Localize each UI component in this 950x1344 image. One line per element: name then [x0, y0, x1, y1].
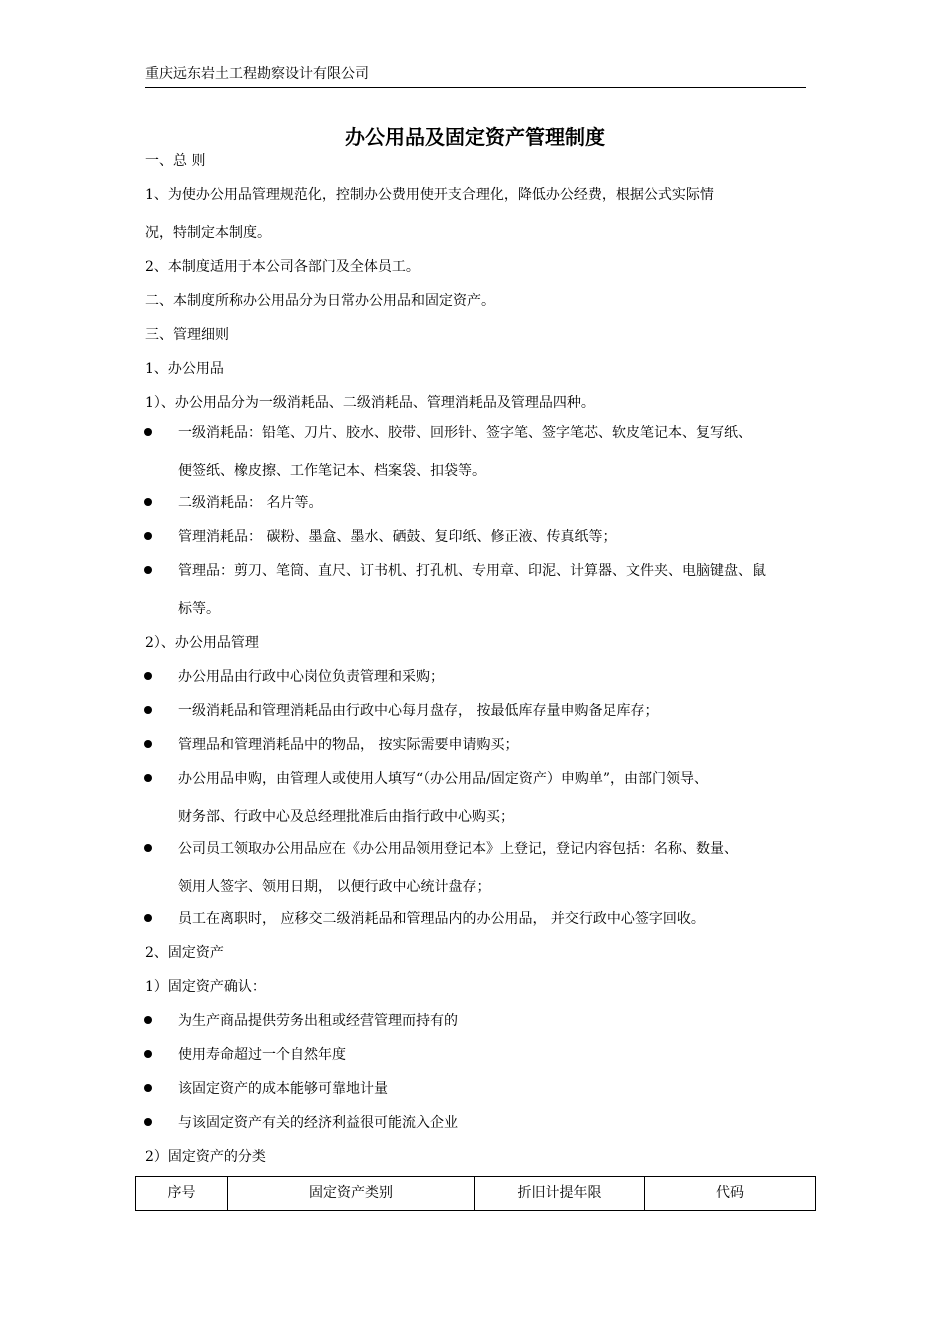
- bullet-icon: [144, 672, 152, 680]
- section-general: 一、总 则: [145, 153, 206, 169]
- column-header-category: 固定资产类别: [228, 1177, 475, 1211]
- bullet-icon: [144, 428, 152, 436]
- section-scope: 二、本制度所称办公用品分为日常办公用品和固定资产。: [145, 293, 495, 309]
- list-item: 使用寿命超过一个自然年度: [178, 1047, 346, 1063]
- subsection-asset-recognition: 1）固定资产确认：: [145, 979, 266, 995]
- list-item: 一级消耗品：铅笔、刀片、胶水、胶带、回形针、签字笔、签字笔芯、软皮笔记本、复写纸、: [178, 425, 752, 441]
- bullet-icon: [144, 566, 152, 574]
- fixed-asset-table: [135, 1176, 816, 1211]
- subsection-management: 2）、办公用品管理: [145, 635, 259, 651]
- table-header-row: [136, 1177, 816, 1211]
- list-item-cont: 财务部、行政中心及总经理批准后由指行政中心购买；: [178, 809, 514, 825]
- list-item: 管理消耗品： 碳粉、墨盒、墨水、硒鼓、复印纸、修正液、传真纸等；: [178, 529, 617, 545]
- list-item: 该固定资产的成本能够可靠地计量: [178, 1081, 388, 1097]
- document-title: 办公用品及固定资产管理制度: [345, 125, 605, 149]
- company-name: 重庆远东岩土工程勘察设计有限公司: [145, 66, 369, 82]
- column-header-depreciation-years: 折旧计提年限: [475, 1177, 645, 1211]
- subsection-office-supplies: 1、办公用品: [145, 361, 224, 377]
- bullet-icon: [144, 774, 152, 782]
- bullet-icon: [144, 1050, 152, 1058]
- column-header-code: 代码: [645, 1177, 816, 1211]
- list-item: 为生产商品提供劳务出租或经营管理而持有的: [178, 1013, 458, 1029]
- list-item-cont: 便签纸、橡皮擦、工作笔记本、档案袋、扣袋等。: [178, 463, 486, 479]
- page-header: [145, 62, 806, 88]
- list-item-cont: 标等。: [178, 601, 220, 617]
- subsection-asset-classification: 2）固定资产的分类: [145, 1149, 266, 1165]
- paragraph-1: 1、为使办公用品管理规范化，控制办公费用使开支合理化，降低办公经费，根据公式实际情: [145, 187, 714, 203]
- list-item: 与该固定资产有关的经济利益很可能流入企业: [178, 1115, 458, 1131]
- list-item: 办公用品申购，由管理人或使用人填写“（办公用品/固定资产）申购单”，由部门领导、: [178, 771, 709, 787]
- list-item-cont: 领用人签字、领用日期， 以便行政中心统计盘存；: [178, 879, 491, 895]
- column-header-index: 序号: [136, 1177, 228, 1211]
- paragraph-2: 2、本制度适用于本公司各部门及全体员工。: [145, 259, 420, 275]
- bullet-icon: [144, 706, 152, 714]
- list-item: 二级消耗品： 名片等。: [178, 495, 323, 511]
- subsection-categories: 1）、办公用品分为一级消耗品、二级消耗品、管理消耗品及管理品四种。: [145, 395, 595, 411]
- section-rules: 三、管理细则: [145, 327, 229, 343]
- paragraph-1-cont: 况，特制定本制度。: [145, 225, 271, 241]
- list-item: 管理品和管理消耗品中的物品， 按实际需要申请购买；: [178, 737, 519, 753]
- bullet-icon: [144, 1084, 152, 1092]
- bullet-icon: [144, 844, 152, 852]
- bullet-icon: [144, 914, 152, 922]
- subsection-fixed-assets: 2、固定资产: [145, 945, 224, 961]
- bullet-icon: [144, 532, 152, 540]
- list-item: 办公用品由行政中心岗位负责管理和采购；: [178, 669, 444, 685]
- list-item: 一级消耗品和管理消耗品由行政中心每月盘存， 按最低库存量申购备足库存；: [178, 703, 659, 719]
- bullet-icon: [144, 1118, 152, 1126]
- list-item: 公司员工领取办公用品应在《办公用品领用登记本》上登记，登记内容包括：名称、数量、: [178, 841, 738, 857]
- list-item: 管理品：剪刀、笔筒、直尺、订书机、打孔机、专用章、印泥、计算器、文件夹、电脑键盘、鼠: [178, 563, 766, 579]
- bullet-icon: [144, 1016, 152, 1024]
- list-item: 员工在离职时， 应移交二级消耗品和管理品内的办公用品， 并交行政中心签字回收。: [178, 911, 705, 927]
- bullet-icon: [144, 740, 152, 748]
- bullet-icon: [144, 498, 152, 506]
